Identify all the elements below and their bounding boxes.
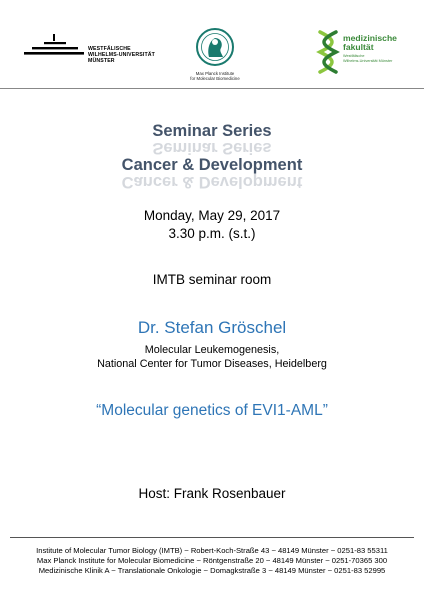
mpi-name-line1: Max Planck Institute	[195, 71, 235, 76]
med-name-line3: Westfälische	[343, 54, 365, 58]
footer-divider	[10, 537, 414, 538]
series-title: Seminar Series	[152, 122, 272, 140]
speaker-affiliation-line1: Molecular Leukemogenesis,	[144, 344, 280, 356]
footer-address-klinik: Medizinische Klinik A ~ Translationale Onkologie ~ Domagkstraße 3 ~ 48149 Münster ~ 0251-83 52995	[38, 566, 386, 575]
series-topic-reflection: Cancer & Development	[121, 173, 303, 191]
speaker-name: Dr. Stefan Gröschel	[137, 318, 287, 337]
wwu-emblem-icon	[22, 30, 84, 70]
event-time: 3.30 p.m. (s.t.)	[168, 226, 256, 241]
mpi-logo	[182, 26, 248, 84]
header-divider	[0, 88, 424, 89]
minerva-seal-icon	[182, 26, 248, 70]
footer-address-imtb: Institute of Molecular Tumor Biology (IMTB) ~ Robert-Koch-Straße 43 ~ 48149 Münster ~ 0251-83 55311	[36, 546, 388, 555]
mpi-name-line2: for Molecular Biomedicine	[190, 76, 240, 81]
event-room: IMTB seminar room	[152, 272, 272, 287]
wwu-logo	[22, 30, 162, 70]
wwu-name-line1: WESTFÄLISCHE	[88, 46, 131, 52]
event-date: Monday, May 29, 2017	[143, 208, 281, 223]
footer-address-mpi: Max Planck Institute for Molecular Biomedicine ~ Röntgenstraße 20 ~ 48149 Münster ~ 0251-70365 300	[36, 556, 388, 565]
med-name-line1: medizinische	[343, 33, 397, 43]
host: Host: Frank Rosenbauer	[138, 486, 286, 501]
med-name-line2: fakultät	[343, 42, 374, 52]
series-topic: Cancer & Development	[121, 156, 303, 174]
dna-helix-icon	[316, 30, 342, 74]
med-name-line4: Wilhelms-Universität Münster	[343, 58, 393, 63]
talk-title: “Molecular genetics of EVI1-AML”	[96, 402, 328, 419]
wwu-name-line3: MÜNSTER	[88, 58, 115, 64]
series-title-reflection: Seminar Series	[152, 139, 272, 157]
wwu-name-line2: WILHELMS-UNIVERSITÄT	[88, 52, 155, 58]
medizinische-fakultaet-logo	[316, 30, 416, 74]
speaker-affiliation-line2: National Center for Tumor Diseases, Heidelberg	[97, 358, 327, 370]
